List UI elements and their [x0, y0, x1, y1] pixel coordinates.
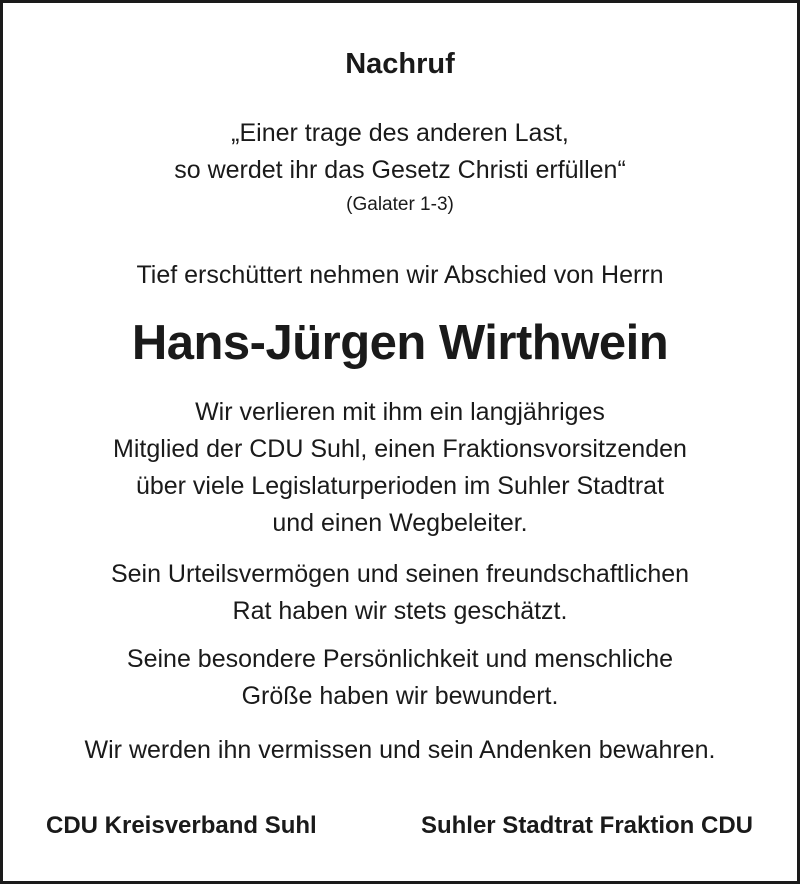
tribute-paragraph — [3, 556, 797, 630]
closing-sentence: Wir werden ihn vermissen und sein Andenken bewahren. — [84, 736, 716, 764]
bible-quote — [3, 115, 797, 189]
tribute-paragraph — [3, 394, 797, 542]
signature-left: CDU Kreisverband Suhl — [46, 812, 317, 839]
quote-line: so werdet ihr das Gesetz Christi erfüllen“ — [174, 156, 626, 184]
notice-title: Nachruf — [345, 48, 455, 80]
paragraph-line: Wir verlieren mit ihm ein langjähriges — [195, 398, 605, 426]
paragraph-line: über viele Legislaturperioden im Suhler Stadtrat — [135, 472, 665, 500]
paragraph-line: Rat haben wir stets geschätzt. — [232, 597, 568, 625]
paragraph-line: und einen Wegbeleiter. — [272, 509, 528, 537]
tribute-paragraph — [3, 641, 797, 715]
paragraph-line: Mitglied der CDU Suhl, einen Fraktionsvorsitzenden — [113, 435, 687, 463]
paragraph-line: Seine besondere Persönlichkeit und menschliche — [126, 645, 674, 673]
signatures — [3, 807, 797, 847]
paragraph-line: Sein Urteilsvermögen und seinen freundschaftlichen — [110, 560, 690, 588]
intro-text: Tief erschüttert nehmen wir Abschied von Herrn — [136, 261, 664, 289]
quote-line: „Einer trage des anderen Last, — [231, 119, 569, 147]
signature-right: Suhler Stadtrat Fraktion CDU — [420, 812, 753, 839]
quote-source: (Galater 1-3) — [346, 194, 454, 215]
paragraph-line: Größe haben wir bewundert. — [241, 682, 559, 710]
deceased-name: Hans-Jürgen Wirthwein — [131, 316, 669, 370]
